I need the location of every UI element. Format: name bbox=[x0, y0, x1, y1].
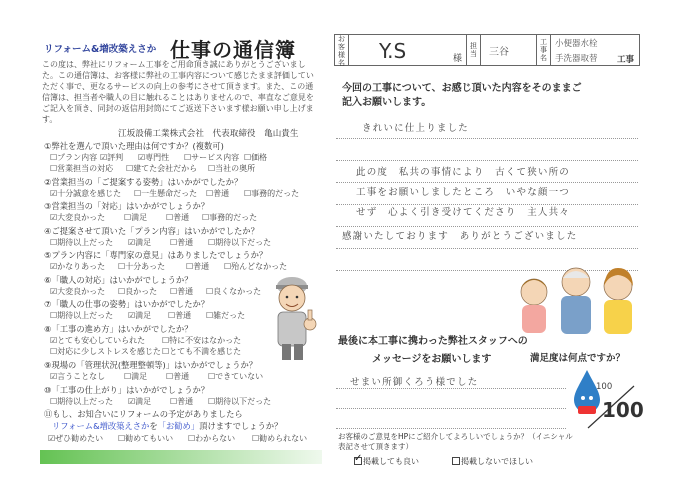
q11-particle: を bbox=[149, 421, 158, 431]
sama-label: 様 bbox=[453, 54, 463, 64]
q1-opt[interactable]: ☐サービス内容 bbox=[184, 153, 240, 162]
q1-opt[interactable]: ☑評判 bbox=[100, 153, 124, 162]
q3-opt[interactable]: ☐事務的だった bbox=[202, 213, 258, 222]
q8-opt[interactable]: ☐対応に少しストレスを感じた bbox=[50, 347, 161, 356]
q8-opt[interactable]: ☐とても不満を感じた bbox=[162, 347, 242, 356]
q2-title: ②営業担当の「ご提案する姿勢」はいかがでしたか？ bbox=[44, 177, 243, 187]
q7-opt[interactable]: ☑満足 bbox=[128, 311, 152, 320]
q9-opt[interactable]: ☐できていない bbox=[208, 372, 264, 381]
right-column bbox=[334, 34, 644, 466]
q9-opt[interactable]: ☑言うことなし bbox=[50, 372, 106, 381]
q7-opt[interactable]: ☐期待以上だった bbox=[50, 311, 114, 320]
q6-title: ⑥「職人の対応」はいかがでしょうか？ bbox=[44, 275, 193, 285]
koji-label: 工事 bbox=[617, 55, 635, 65]
company-subtitle: リフォーム&増改築えさか bbox=[44, 44, 157, 55]
work-line2[interactable]: 手洗器取替 bbox=[555, 54, 598, 64]
intro-text: この度は、弊社にリフォーム工事をご用命頂き誠にありがとうございました。この通信簿は、お客様に弊社の工事内容について感じたまま評価していただく事で、更なるサービスの向上の参考にさせて頂きます。また、この通信簿は、担当者や職人の目に触れることはありませんので、率直なご意見をご記入を頂き、同封の返信用封筒にてご返送下さいます様お願い申し上げます。 bbox=[42, 60, 314, 124]
ruled-line bbox=[336, 428, 566, 429]
q5-opt[interactable]: ☐殆んどなかった bbox=[224, 262, 288, 271]
q6-opt[interactable]: ☐良くなかった bbox=[206, 287, 262, 296]
ruled-line bbox=[336, 408, 566, 409]
q7-opt[interactable]: ☐雑だった bbox=[206, 311, 246, 320]
q11-recommend: 「お勧め」 bbox=[157, 421, 200, 431]
q9-opt[interactable]: ☐普通 bbox=[166, 372, 190, 381]
ruled-line bbox=[336, 138, 638, 139]
q10-opt[interactable]: ☐普通 bbox=[170, 397, 194, 406]
work-line1[interactable]: 小便器水栓 bbox=[555, 39, 598, 49]
q7-opt[interactable]: ☐普通 bbox=[168, 311, 192, 320]
q2-opt[interactable]: ☐一生懸命だった bbox=[134, 189, 198, 198]
q7-title: ⑦「職人の仕事の姿勢」はいかがでしたか？ bbox=[44, 299, 210, 309]
q1-opt[interactable]: ☐建てた会社だから bbox=[126, 164, 198, 173]
q8-title: ⑧「工事の進め方」はいかがでしたか？ bbox=[44, 324, 193, 334]
score-handwritten[interactable]: 100 bbox=[596, 382, 613, 392]
title-row bbox=[38, 34, 320, 62]
q8-opt[interactable]: ☑とても安心していられた bbox=[50, 336, 146, 345]
q11-opt[interactable]: ☐勧めてもいい bbox=[118, 434, 174, 443]
checkbox-checked-icon[interactable] bbox=[354, 457, 362, 465]
q11-subtitle bbox=[52, 420, 282, 432]
q4-opt[interactable]: ☐期待以下だった bbox=[208, 238, 272, 247]
q10-title: ⑩「工事の仕上がり」はいかがでしょうか？ bbox=[44, 385, 210, 395]
q6-opt[interactable]: ☑大変良かった bbox=[50, 287, 106, 296]
q4-opt[interactable]: ☐普通 bbox=[170, 238, 194, 247]
worker-mascot-illustration bbox=[270, 274, 318, 362]
q2-opt[interactable]: ☐事務的だった bbox=[244, 189, 300, 198]
q2-opt[interactable]: ☑十分誠意を感じた bbox=[50, 189, 122, 198]
q9-opt[interactable]: ☐満足 bbox=[124, 372, 148, 381]
work-label: 工事名 bbox=[540, 38, 547, 62]
staff-label: 担当 bbox=[470, 42, 477, 58]
handwritten-comment-line: 感謝いたしております ありがとうございました bbox=[342, 231, 578, 242]
q10-opt[interactable]: ☐期待以上だった bbox=[50, 397, 114, 406]
staff-name[interactable]: 三谷 bbox=[489, 47, 509, 58]
q10-opt[interactable]: ☐期待以下だった bbox=[208, 397, 272, 406]
q1-opt[interactable]: ☐プラン内容 bbox=[50, 153, 98, 162]
q5-opt[interactable]: ☐十分あった bbox=[118, 262, 166, 271]
handwritten-comment-line: 此の度 私共の事情により 古くて狭い所の bbox=[356, 167, 571, 178]
score-total: 100 bbox=[602, 398, 644, 422]
publish-no-label: 掲載しないでほしい bbox=[461, 457, 533, 466]
comment-prompt-line1: 今回の工事について、お感じ頂いた内容をそのままご bbox=[342, 83, 582, 94]
q5-title: ⑤プラン内容に「専門家の意見」はありましたでしょうか？ bbox=[44, 250, 268, 260]
publish-question: お客様のご意見をHPにご紹介してよろしいでしょうか？（イニシャル表記させて頂きます） bbox=[338, 432, 573, 451]
q6-opt[interactable]: ☐良かった bbox=[118, 287, 158, 296]
q11-title: ⑪もし、お知合いにリフォームの予定がありましたら bbox=[44, 409, 243, 419]
publish-yes-label: 掲載しても良い bbox=[363, 457, 419, 466]
q11-opt[interactable]: ☐勧められない bbox=[252, 434, 308, 443]
handwritten-comment-line: きれいに仕上りました bbox=[362, 123, 470, 134]
message-prompt-line2: メッセージをお願いします bbox=[372, 354, 492, 365]
q2-opt[interactable]: ☐普通 bbox=[206, 189, 230, 198]
q3-opt[interactable]: ☐満足 bbox=[124, 213, 148, 222]
page-title: 仕事の通信簿 bbox=[170, 38, 296, 62]
green-banner bbox=[40, 450, 322, 464]
q4-opt[interactable]: ☑満足 bbox=[128, 238, 152, 247]
handwritten-comment-line: せず 心よく引き受けてくださり 主人共々 bbox=[356, 207, 571, 218]
message-prompt-line1: 最後に本工事に携わった弊社スタッフへの bbox=[338, 336, 528, 347]
customer-name[interactable]: Y.S bbox=[379, 39, 407, 63]
checkbox-icon[interactable] bbox=[452, 457, 460, 465]
handwritten-comment-line: 工事をお願いしましたところ いやな顔一つ bbox=[356, 187, 571, 198]
q10-opt[interactable]: ☑満足 bbox=[128, 397, 152, 406]
ruled-line bbox=[336, 388, 566, 389]
comment-prompt bbox=[342, 82, 642, 110]
q3-title: ③営業担当の「対応」はいかがでしょうか？ bbox=[44, 201, 210, 211]
header-box bbox=[334, 34, 640, 66]
signature: 江坂設備工業株式会社 代表取締役 亀山貴生 bbox=[118, 129, 299, 139]
q4-opt[interactable]: ☐期待以上だった bbox=[50, 238, 114, 247]
q3-opt[interactable]: ☑大変良かった bbox=[50, 213, 106, 222]
q5-opt[interactable]: ☐普通 bbox=[186, 262, 210, 271]
handwritten-message: せまい所御くろう様でした bbox=[350, 377, 479, 388]
satisfaction-label: 満足度は何点ですか？ bbox=[530, 353, 626, 364]
q3-opt[interactable]: ☐普通 bbox=[166, 213, 190, 222]
q11-opt[interactable]: ☐わからない bbox=[188, 434, 236, 443]
q5-opt[interactable]: ☑かなりあった bbox=[50, 262, 106, 271]
comment-prompt-line2: 記入お願いします。 bbox=[342, 97, 432, 108]
q11-ask: 頂けますでしょうか？ bbox=[199, 421, 283, 431]
q1-opt[interactable]: ☑専門性 bbox=[138, 153, 170, 162]
q1-opt[interactable]: ☐価格 bbox=[244, 153, 268, 162]
q1-opt[interactable]: ☐当社の奥所 bbox=[208, 164, 256, 173]
survey-page bbox=[38, 34, 644, 466]
q9-title: ⑨現場の「管理状況(整理整頓等)」はいかがでしょうか？ bbox=[44, 360, 258, 370]
q8-opt[interactable]: ☐特に不安はなかった bbox=[162, 336, 242, 345]
left-column bbox=[38, 34, 320, 464]
q4-title: ④ご提案させて頂いた「プラン内容」はいかがでしたか？ bbox=[44, 226, 259, 236]
ruled-line bbox=[336, 182, 638, 183]
q6-opt[interactable]: ☐普通 bbox=[170, 287, 194, 296]
q11-opt[interactable]: ☑ぜひ勧めたい bbox=[48, 434, 104, 443]
ruled-line bbox=[336, 248, 638, 249]
ruled-line bbox=[336, 160, 638, 161]
q1-opt[interactable]: ☐営業担当の対応 bbox=[50, 164, 114, 173]
q11-company: リフォーム&増改築えさか bbox=[52, 421, 150, 431]
publish-no-option[interactable] bbox=[452, 456, 533, 467]
ruled-line bbox=[336, 226, 638, 227]
q1-title: ①弊社を選んで頂いた理由は何ですか？(複数可) bbox=[44, 141, 224, 151]
family-illustration bbox=[514, 252, 640, 336]
publish-yes-option[interactable] bbox=[354, 456, 419, 467]
customer-label: お客様名 bbox=[338, 35, 345, 67]
